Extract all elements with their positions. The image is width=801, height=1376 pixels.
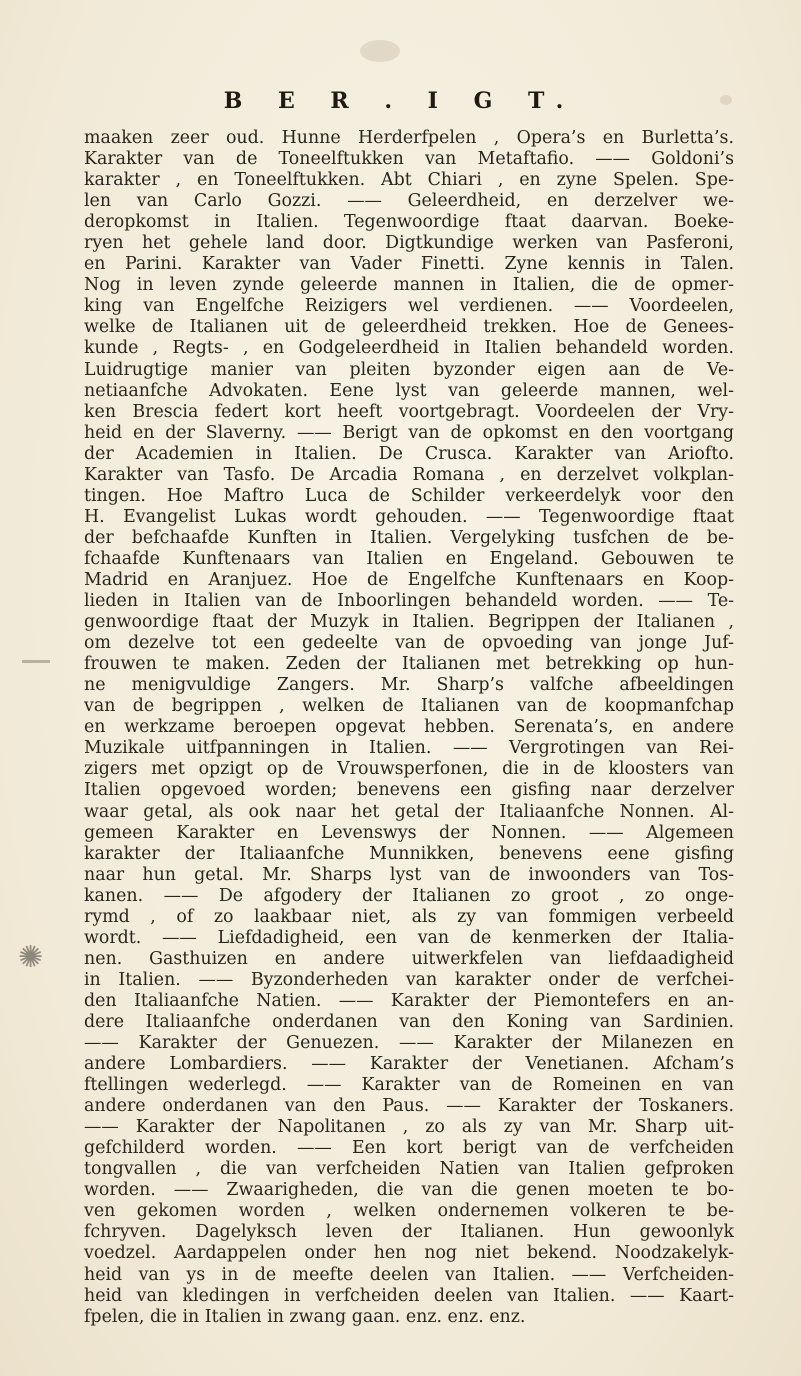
- text-line: maaken zeer oud. Hunne Herderfpelen , Opera’s en Burletta’s.: [84, 128, 734, 148]
- text-line: en Parini. Karakter van Vader Finetti. Zyne kennis in Talen.: [84, 254, 734, 275]
- text-line: heid en der Slaverny. —— Berigt van de opkomst en den voortgang: [84, 422, 734, 443]
- text-line: H. Evangelist Lukas wordt gehouden. —— Tegenwoordige ftaat: [84, 506, 734, 527]
- text-line: nen. Gasthuizen en andere uitwerkfelen van liefdaadigheid: [84, 948, 734, 969]
- text-line: dere Italiaanfche onderdanen van den Koning van Sardinien.: [84, 1011, 734, 1032]
- text-line: king van Engelfche Reizigers wel verdienen. —— Voordeelen,: [84, 296, 734, 317]
- ink-blot-icon: ✺: [18, 940, 44, 975]
- text-line: fchaafde Kunftenaars van Italien en Engeland. Gebouwen te: [84, 548, 734, 569]
- text-line: rymd , of zo laakbaar niet, als zy van fommigen verbeeld: [84, 906, 734, 927]
- text-line: Nog in leven zynde geleerde mannen in Italien, die de opmer-: [84, 275, 734, 296]
- text-line: welke de Italianen uit de geleerdheid trekken. Hoe de Genees-: [84, 317, 734, 338]
- text-line: ne menigvuldige Zangers. Mr. Sharp’s valfche afbeeldingen: [84, 675, 734, 696]
- text-line: om dezelve tot een gedeelte van de opvoeding van jonge Juf-: [84, 633, 734, 654]
- text-line: netiaanfche Advokaten. Eene lyst van geleerde mannen, wel-: [84, 380, 734, 401]
- text-line: ftellingen wederlegd. —— Karakter van de Romeinen en van: [84, 1075, 734, 1096]
- text-line: Madrid en Aranjuez. Hoe de Engelfche Kunftenaars en Koop-: [84, 569, 734, 590]
- text-line: Muzikale uitfpanningen in Italien. —— Vergrotingen van Rei-: [84, 738, 734, 759]
- text-line: heid van kledingen in verfcheiden deelen van Italien. —— Kaart-: [84, 1285, 734, 1306]
- text-line: zigers met opzigt op de Vrouwsperfonen, die in de kloosters van: [84, 759, 734, 780]
- page-stain: [360, 40, 400, 62]
- text-line: kunde , Regts- , en Godgeleerdheid in Italien behandeld worden.: [84, 338, 734, 359]
- text-line: lieden in Italien van de Inboorlingen behandeld worden. —— Te-: [84, 591, 734, 612]
- text-line: voedzel. Aardappelen onder hen nog niet bekend. Noodzakelyk-: [84, 1243, 734, 1264]
- running-header: B E R . I G T.: [223, 88, 578, 114]
- text-line: in Italien. —— Byzonderheden van karakter onder de verfchei-: [84, 969, 734, 990]
- text-line: Karakter van Tasfo. De Arcadia Romana , en derzelvet volkplan-: [84, 464, 734, 485]
- text-line: andere onderdanen van den Paus. —— Karakter der Toskaners.: [84, 1096, 734, 1117]
- text-line: waar getal, als ook naar het getal der Italiaanfche Nonnen. Al-: [84, 801, 734, 822]
- body-text: [84, 128, 734, 1328]
- text-line: fchryven. Dagelyksch leven der Italianen. Hun gewoonlyk: [84, 1222, 734, 1243]
- text-line: ryen het gehele land door. Digtkundige werken van Pasferoni,: [84, 233, 734, 254]
- text-line: tongvallen , die van verfcheiden Natien van Italien gefproken: [84, 1159, 734, 1180]
- text-line: genwoordige ftaat der Muzyk in Italien. Begrippen der Italianen ,: [84, 612, 734, 633]
- text-line: van de begrippen , welken de Italianen van de koopmanfchap: [84, 696, 734, 717]
- text-line: andere Lombardiers. —— Karakter der Venetianen. Afcham’s: [84, 1054, 734, 1075]
- text-line: en werkzame beroepen opgevat hebben. Serenata’s, en andere: [84, 717, 734, 738]
- text-line: Karakter van de Toneelftukken van Metaftafio. —— Goldoni’s: [84, 149, 734, 170]
- text-line: len van Carlo Gozzi. —— Geleerdheid, en derzelver we-: [84, 191, 734, 212]
- text-line: —— Karakter der Genuezen. —— Karakter der Milanezen en: [84, 1033, 734, 1054]
- text-line: gefchilderd worden. —— Een kort berigt van de verfcheiden: [84, 1138, 734, 1159]
- text-line: gemeen Karakter en Levenswys der Nonnen. —— Algemeen: [84, 822, 734, 843]
- text-line: deropkomst in Italien. Tegenwoordige ftaat daarvan. Boeke-: [84, 212, 734, 233]
- text-line: karakter der Italiaanfche Munnikken, benevens eene gisfing: [84, 843, 734, 864]
- text-line: karakter , en Toneelftukken. Abt Chiari , en zyne Spelen. Spe-: [84, 170, 734, 191]
- text-line: Luidrugtige manier van pleiten byzonder eigen aan de Ve-: [84, 359, 734, 380]
- text-line: der befchaafde Kunften in Italien. Vergelyking tusfchen de be-: [84, 527, 734, 548]
- text-line: kanen. —— De afgodery der Italianen zo groot , zo onge-: [84, 885, 734, 906]
- text-line: ken Brescia federt kort heeft voortgebragt. Voordeelen der Vry-: [84, 401, 734, 422]
- text-line: frouwen te maken. Zeden der Italianen met betrekking op hun-: [84, 654, 734, 675]
- text-line: naar hun getal. Mr. Sharps lyst van de inwoonders van Tos-: [84, 864, 734, 885]
- text-line: Italien opgevoed worden; benevens een gisfing naar derzelver: [84, 780, 734, 801]
- margin-mark: [22, 660, 50, 663]
- text-line: wordt. —— Liefdadigheid, een van de kenmerken der Italia-: [84, 927, 734, 948]
- text-line: —— Karakter der Napolitanen , zo als zy van Mr. Sharp uit-: [84, 1117, 734, 1138]
- text-line: ven gekomen worden , welken ondernemen volkeren te be-: [84, 1201, 734, 1222]
- text-line: der Academien in Italien. De Crusca. Karakter van Ariofto.: [84, 443, 734, 464]
- text-line: den Italiaanfche Natien. —— Karakter der Piemontefers en an-: [84, 990, 734, 1011]
- text-line: tingen. Hoe Maftro Luca de Schilder verkeerdelyk voor den: [84, 485, 734, 506]
- text-line: worden. —— Zwaarigheden, die van die genen moeten te bo-: [84, 1180, 734, 1201]
- text-line: fpelen, die in Italien in zwang gaan. enz. enz. enz.: [84, 1306, 526, 1327]
- text-line: heid van ys in de meefte deelen van Italien. —— Verfcheiden-: [84, 1264, 734, 1285]
